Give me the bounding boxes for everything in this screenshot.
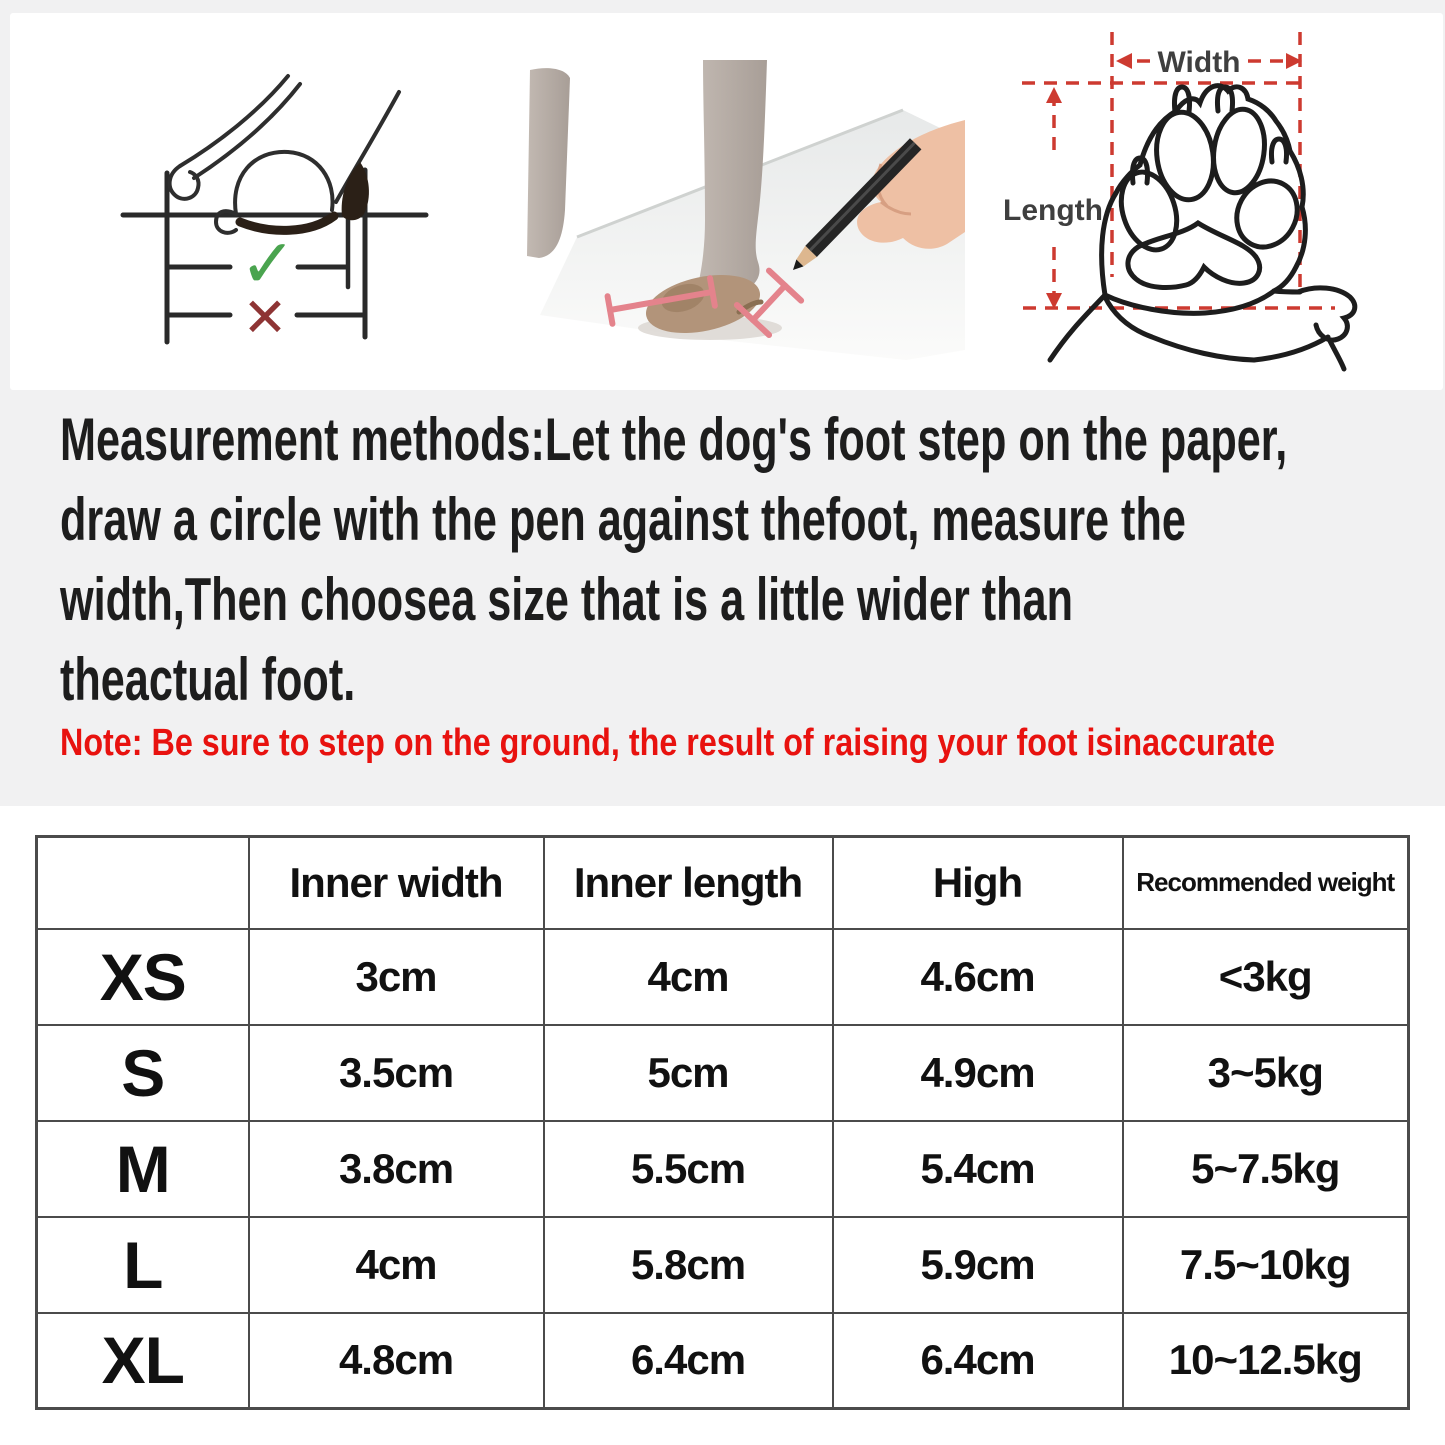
inner-width-value: 3.5cm <box>249 1025 544 1121</box>
illustration-strip <box>10 13 1443 390</box>
instruction-line-2: draw a circle with the pen against thefoot, measure the <box>60 486 1186 553</box>
table-row-s <box>37 1025 1409 1121</box>
instruction-line-4: theactual foot. <box>60 646 356 713</box>
inner-length-value: 5.5cm <box>544 1121 833 1217</box>
inner-length-value: 5cm <box>544 1025 833 1121</box>
size-label: XS <box>37 929 249 1025</box>
col-header-blank <box>37 837 249 929</box>
measurement-instructions <box>60 400 1440 720</box>
col-header-inner-length: Inner length <box>544 837 833 929</box>
high-value: 5.4cm <box>833 1121 1123 1217</box>
inner-width-value: 3cm <box>249 929 544 1025</box>
note-text: Note: Be sure to step on the ground, the result of raising your foot isinaccurate <box>60 722 1275 764</box>
weight-value: 5~7.5kg <box>1123 1121 1409 1217</box>
instruction-line-3: width,Then choosea size that is a little wider than <box>60 566 1073 633</box>
paw-print-outline <box>1050 86 1355 369</box>
table-row-xs <box>37 929 1409 1025</box>
width-label: Width <box>1157 46 1241 79</box>
size-label: XL <box>37 1313 249 1409</box>
table-row-xl <box>37 1313 1409 1409</box>
col-header-inner-width: Inner width <box>249 837 544 929</box>
weight-value: 7.5~10kg <box>1123 1217 1409 1313</box>
paw-on-paper-photo <box>525 60 965 390</box>
inner-length-value: 6.4cm <box>544 1313 833 1409</box>
table-header-row <box>37 837 1409 929</box>
high-value: 6.4cm <box>833 1313 1123 1409</box>
table-row-l <box>37 1217 1409 1313</box>
weight-value: 3~5kg <box>1123 1025 1409 1121</box>
weight-value: 10~12.5kg <box>1123 1313 1409 1409</box>
col-header-recommended-weight: Recommended weight <box>1123 837 1409 929</box>
dog-leg <box>695 60 767 299</box>
weight-value: <3kg <box>1123 929 1409 1025</box>
inner-width-value: 3.8cm <box>249 1121 544 1217</box>
inner-length-value: 4cm <box>544 929 833 1025</box>
high-value: 4.6cm <box>833 929 1123 1025</box>
instruction-line-1: Measurement methods:Let the dog's foot step on the paper, <box>60 406 1288 473</box>
high-value: 5.9cm <box>833 1217 1123 1313</box>
size-label: L <box>37 1217 249 1313</box>
inner-width-value: 4.8cm <box>249 1313 544 1409</box>
size-label: M <box>37 1121 249 1217</box>
table-row-m <box>37 1121 1409 1217</box>
length-label: Length <box>1003 194 1103 227</box>
paw-measure-diagram <box>990 15 1410 375</box>
cross-icon: ✕ <box>242 288 288 348</box>
size-label: S <box>37 1025 249 1121</box>
check-icon: ✓ <box>239 226 297 302</box>
inner-length-value: 5.8cm <box>544 1217 833 1313</box>
col-header-high: High <box>833 837 1123 929</box>
high-value: 4.9cm <box>833 1025 1123 1121</box>
paw-width-correctness-sketch <box>110 50 480 350</box>
size-table <box>35 835 1410 1410</box>
inner-width-value: 4cm <box>249 1217 544 1313</box>
